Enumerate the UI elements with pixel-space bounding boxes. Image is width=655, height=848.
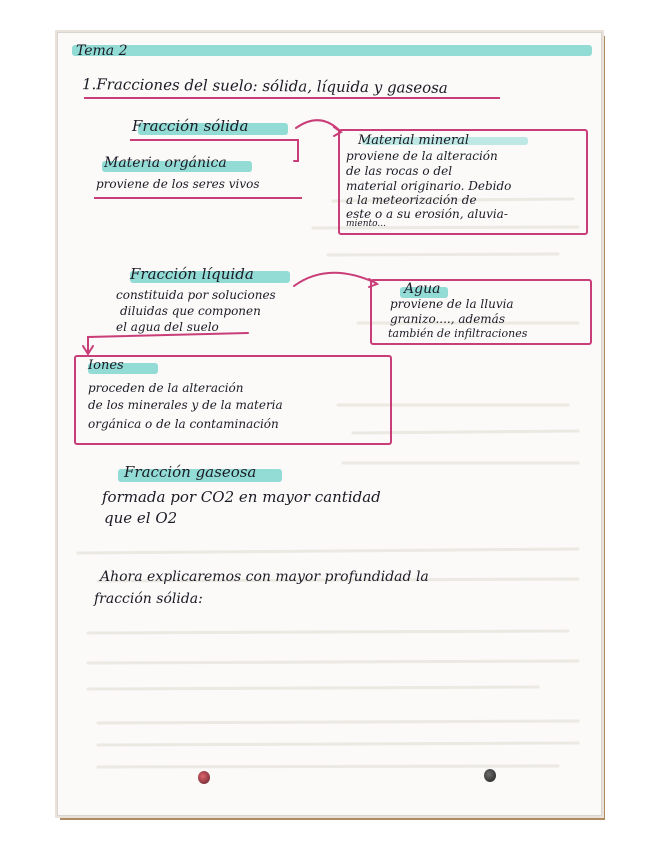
mineral-title: Material mineral bbox=[358, 133, 470, 148]
agua-title: Agua bbox=[404, 281, 441, 297]
solida-title-underline bbox=[130, 139, 296, 141]
gaseosa-line-1: formada por CO2 en mayor cantidad bbox=[102, 488, 381, 506]
mineral-line-2: de las rocas o del bbox=[346, 164, 453, 178]
solida-title: Fracción sólida bbox=[132, 117, 249, 135]
gaseosa-title: Fracción gaseosa bbox=[124, 463, 257, 481]
binder-hole-right bbox=[484, 769, 496, 782]
agua-line-2: granizo...., además bbox=[390, 312, 505, 326]
organica-title: Materia orgánica bbox=[104, 155, 227, 171]
liquida-title: Fracción líquida bbox=[130, 265, 254, 283]
binder-hole-left bbox=[198, 771, 210, 784]
organica-text: proviene de los seres vivos bbox=[96, 177, 260, 191]
liquida-line-2: diluidas que componen bbox=[120, 304, 261, 318]
notebook-page bbox=[57, 32, 602, 816]
mineral-line-4: a la meteorización de bbox=[346, 193, 477, 207]
agua-line-1: proviene de la lluvia bbox=[390, 297, 514, 311]
iones-line-1: proceden de la alteración bbox=[88, 381, 244, 395]
mineral-line-1: proviene de la alteración bbox=[346, 149, 498, 163]
organica-underline bbox=[94, 197, 302, 199]
section-heading: 1.Fracciones del suelo: sólida, líquida y gaseosa bbox=[81, 75, 448, 97]
iones-line-2: de los minerales y de la materia bbox=[88, 398, 283, 412]
liquida-line-1: constituida por soluciones bbox=[116, 288, 276, 302]
closing-line-1: Ahora explicaremos con mayor profundidad la bbox=[100, 569, 429, 585]
mineral-line-6: miento... bbox=[346, 219, 386, 229]
tema-label: Tema 2 bbox=[76, 43, 128, 59]
liquida-line-3: el agua del suelo bbox=[116, 320, 219, 334]
mineral-line-5: este o a su erosión, aluvia- bbox=[346, 207, 508, 221]
closing-line-2: fracción sólida: bbox=[94, 591, 203, 607]
iones-title: Iones bbox=[88, 358, 124, 373]
agua-line-3: también de infiltraciones bbox=[388, 327, 528, 340]
iones-line-3: orgánica o de la contaminación bbox=[88, 417, 279, 431]
gaseosa-line-2: que el O2 bbox=[104, 509, 178, 527]
mineral-line-3: material originario. Debido bbox=[346, 179, 512, 193]
